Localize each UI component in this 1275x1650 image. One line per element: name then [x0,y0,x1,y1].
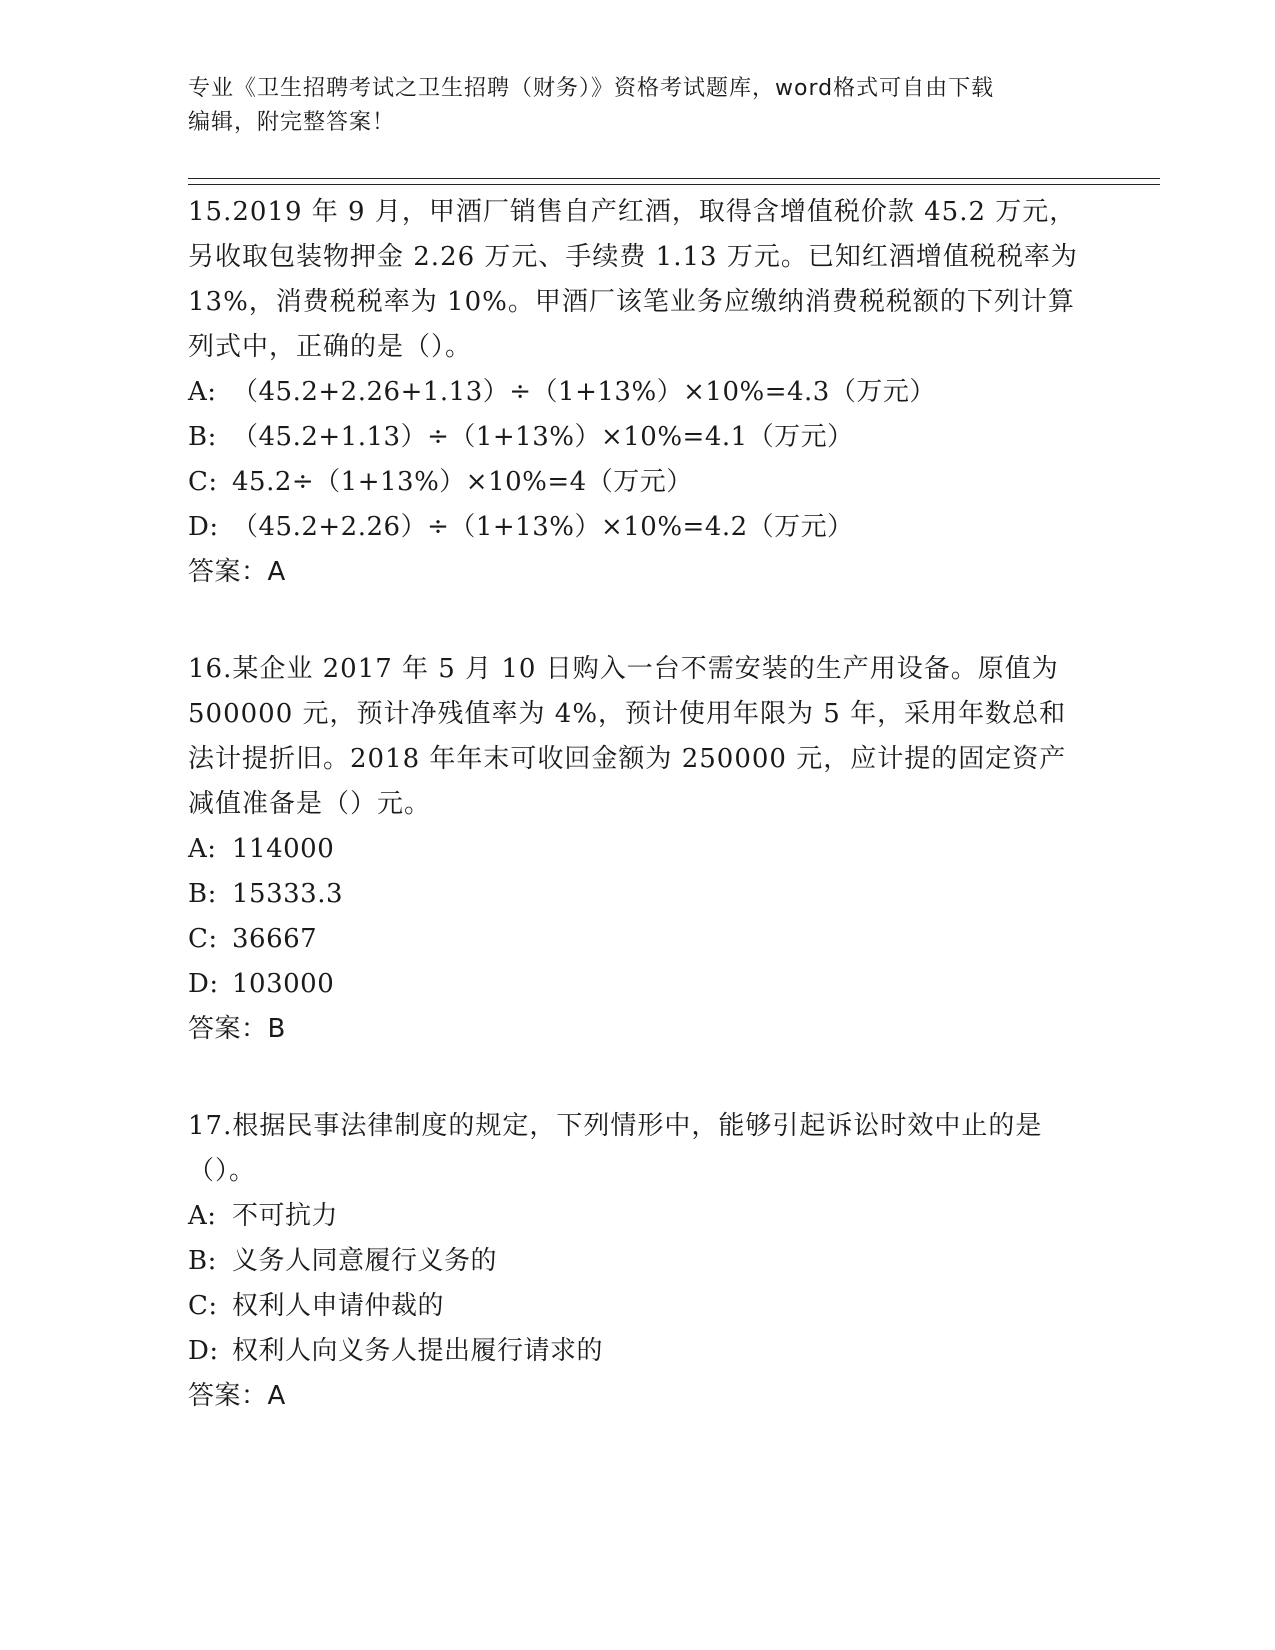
answer-line: 答案：B [188,1014,286,1044]
option-text: （45.2+1.13）÷（1+13%）×10%=4.1（万元） [232,422,854,452]
question-17 [188,1104,1088,1419]
option-text: （45.2+2.26）÷（1+13%）×10%=4.2（万元） [232,512,854,542]
answer-line: 答案：A [188,1381,286,1411]
option-d [188,962,1088,1007]
option-text: 103000 [232,969,335,999]
option-text: 权利人申请仲裁的 [232,1291,445,1321]
option-b [188,415,1088,460]
option-text: 义务人同意履行义务的 [232,1246,498,1276]
question-stem: 16.某企业 2017 年 5 月 10 日购入一台不需安装的生产用设备。原值为 500000 元，预计净残值率为 4%，预计使用年限为 5 年，采用年数总和法计提折旧。2018 年年末可收回金额为 250000 元，应计提的固定资产减值准备是（）元。 [188,654,1067,819]
option-key: D: [188,512,219,542]
option-a [188,827,1088,872]
option-text: 45.2÷（1+13%）×10%=4（万元） [232,467,693,497]
option-key: D: [188,969,219,999]
option-key: D: [188,1336,219,1366]
option-key: C: [188,467,218,497]
option-b [188,1239,1088,1284]
answer-line: 答案：A [188,557,286,587]
option-text: 36667 [232,924,318,954]
question-stem: 15.2019 年 9 月，甲酒厂销售自产红酒，取得含增值税价款 45.2 万元，另收取包装物押金 2.26 万元、手续费 1.13 万元。已知红酒增值税税率为 13%，消费税税率为 10%。甲酒厂该笔业务应缴纳消费税税额的下列计算列式中，正确的是（）。 [188,197,1078,362]
option-a [188,370,1088,415]
option-key: B: [188,879,217,909]
option-key: B: [188,1246,217,1276]
option-text: 权利人向义务人提出履行请求的 [232,1336,604,1366]
option-d [188,1329,1088,1374]
document-header [188,72,1088,140]
option-text: （45.2+2.26+1.13）÷（1+13%）×10%=4.3（万元） [232,377,936,407]
option-text: 15333.3 [232,879,344,909]
option-text: 114000 [232,834,335,864]
header-line-2: 编辑，附完整答案！ [188,110,396,135]
option-a [188,1194,1088,1239]
question-stem: 17.根据民事法律制度的规定，下列情形中，能够引起诉讼时效中止的是（）。 [188,1111,1043,1186]
header-line-1: 专业《卫生招聘考试之卫生招聘（财务）》资格考试题库，word格式可自由下载 [188,76,995,101]
option-key: A: [188,377,217,407]
option-c [188,1284,1088,1329]
option-key: B: [188,422,217,452]
option-c [188,917,1088,962]
question-16 [188,647,1088,1052]
option-key: A: [188,1201,217,1231]
header-divider-bottom [188,184,1160,185]
option-key: C: [188,1291,218,1321]
option-d [188,505,1088,550]
question-15 [188,190,1088,595]
option-key: A: [188,834,217,864]
option-key: C: [188,924,218,954]
option-b [188,872,1088,917]
option-c [188,460,1088,505]
option-text: 不可抗力 [232,1201,339,1231]
header-divider-top [188,178,1160,179]
